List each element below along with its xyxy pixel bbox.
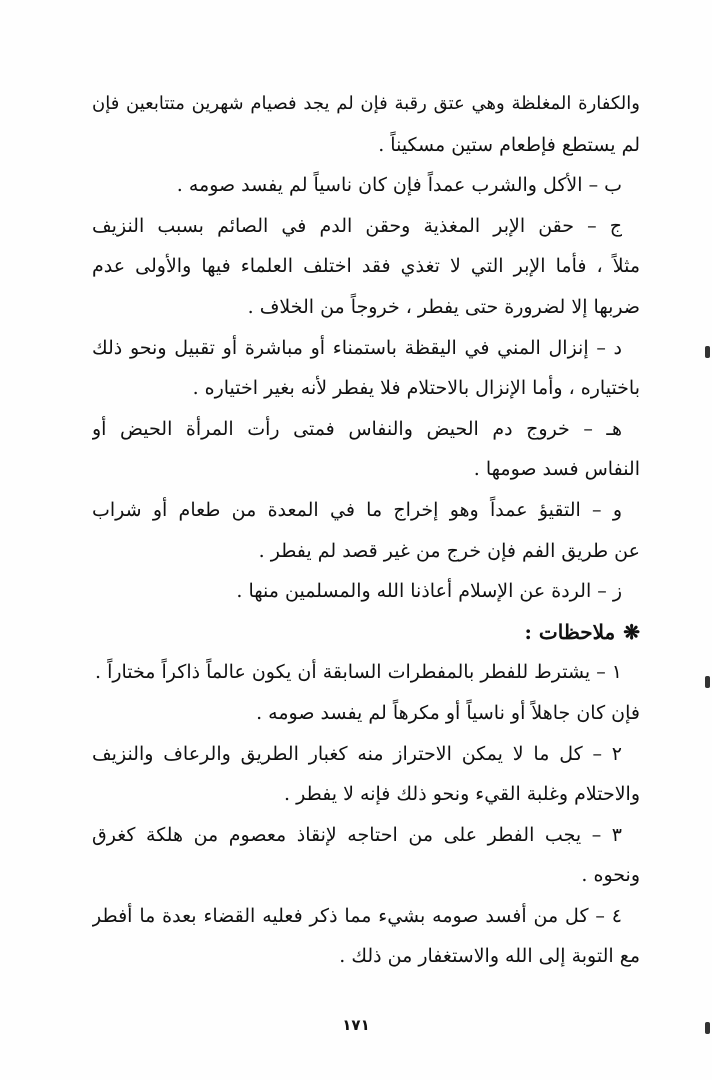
text-line: ٣ – يجب الفطر على من احتاجه لإنقاذ معصوم من هلكة كغرق	[92, 823, 622, 846]
text-line: ونحوه .	[581, 864, 640, 887]
text-line: عن طريق الفم فإن خرج من غير قصد لم يفطر .	[258, 539, 640, 562]
text-line: والكفارة المغلظة وهي عتق رقبة فإن لم يجد فصيام شهرين متتابعين فإن	[92, 93, 640, 114]
text-line: هـ – خروج دم الحيض والنفاس فمتى رأت المرأة الحيض أو	[92, 417, 622, 440]
edge-mark	[705, 346, 710, 358]
text-line: ج – حقن الإبر المغذية وحقن الدم في الصائم بسبب النزيف	[92, 214, 622, 237]
text-line: ز – الردة عن الإسلام أعاذنا الله والمسلمين منها .	[236, 580, 622, 603]
text-line: ضربها إلا لضرورة حتى يفطر ، خروجاً من الخلاف .	[247, 295, 640, 318]
page-text	[92, 84, 640, 977]
text-line: باختياره ، وأما الإنزال بالاحتلام فلا يفطر لأنه بغير اختياره .	[192, 377, 640, 400]
text-line: والاحتلام وغلبة القيء ونحو ذلك فإنه لا يفطر .	[284, 783, 640, 806]
text-line: لم يستطع فإطعام ستين مسكيناً .	[378, 133, 640, 156]
text-line: د – إنزال المني في اليقظة باستمناء أو مباشرة أو تقبيل ونحو ذلك	[92, 336, 622, 359]
text-line: و – التقيؤ عمداً وهو إخراج ما في المعدة من طعام أو شراب	[92, 498, 622, 521]
text-line: ٤ – كل من أفسد صومه بشيء مما ذكر فعليه القضاء بعدة ما أفطر	[92, 904, 622, 927]
text-line: مثلاً ، فأما الإبر التي لا تغذي فقد اختلف العلماء فيها والأولى عدم	[92, 255, 640, 278]
text-line: فإن كان جاهلاً أو ناسياً أو مكرهاً لم يفسد صومه .	[256, 701, 640, 724]
star-icon: ❋	[623, 619, 640, 644]
notes-heading	[92, 612, 640, 653]
text-line: ب – الأكل والشرب عمداً فإن كان ناسياً لم يفسد صومه .	[176, 174, 622, 197]
notes-heading-label: ملاحظات :	[524, 619, 616, 644]
text-line: ١ – يشترط للفطر بالمفطرات السابقة أن يكون عالماً ذاكراً مختاراً .	[94, 661, 622, 684]
text-line: مع التوبة إلى الله والاستغفار من ذلك .	[339, 945, 640, 968]
edge-mark	[705, 676, 710, 688]
page-number: ١٧١	[342, 1016, 370, 1034]
text-line: النفاس فسد صومها .	[473, 458, 640, 481]
edge-mark	[705, 1022, 710, 1034]
text-line: ٢ – كل ما لا يمكن الاحتراز منه كغبار الطريق والرعاف والنزيف	[92, 742, 622, 765]
